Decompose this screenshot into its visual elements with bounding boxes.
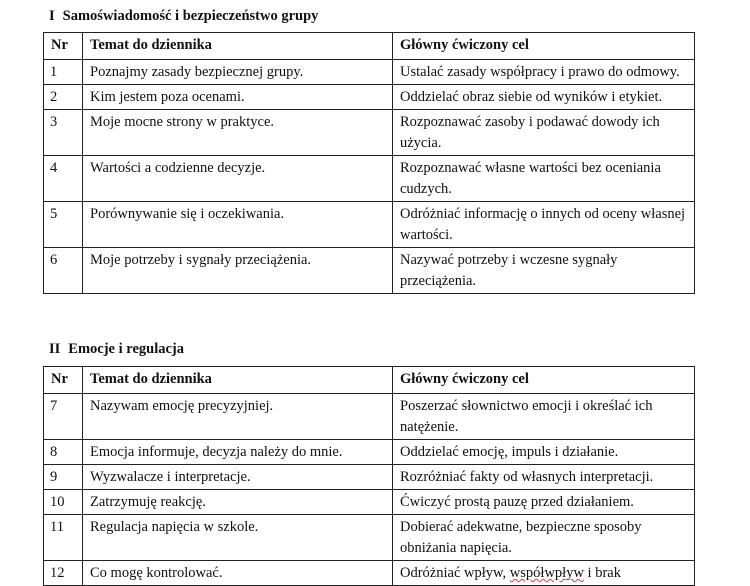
cell-topic: Co mogę kontrolować. [83, 561, 393, 586]
cell-nr: 11 [44, 515, 83, 561]
section-number: I [49, 8, 55, 24]
header-goal: Główny ćwiczony cel [393, 33, 695, 60]
section-title-text: Samoświadomość i bezpieczeństwo grupy [62, 8, 319, 24]
cell-goal: Ćwiczyć prostą pauzę przed działaniem. [393, 490, 695, 515]
cell-nr: 3 [44, 110, 83, 156]
header-topic: Temat do dziennika [83, 33, 393, 60]
cell-goal: Rozpoznawać własne wartości bez oceniania cudzych. [393, 156, 695, 202]
header-topic: Temat do dziennika [83, 367, 393, 394]
cell-goal: Rozróżniać fakty od własnych interpretacji. [393, 465, 695, 490]
cell-topic: Moje potrzeby i sygnały przeciążenia. [83, 248, 393, 294]
cell-goal: Poszerzać słownictwo emocji i określać ich natężenie. [393, 394, 695, 440]
table-row [44, 440, 695, 465]
cell-nr: 7 [44, 394, 83, 440]
cell-topic: Regulacja napięcia w szkole. [83, 515, 393, 561]
cell-goal [393, 561, 695, 586]
cell-nr: 2 [44, 85, 83, 110]
cell-topic: Emocja informuje, decyzja należy do mnie. [83, 440, 393, 465]
cell-nr: 4 [44, 156, 83, 202]
table-row [44, 60, 695, 85]
cell-topic: Nazywam emocję precyzyjniej. [83, 394, 393, 440]
cell-nr: 5 [44, 202, 83, 248]
cell-topic: Wyzwalacze i interpretacje. [83, 465, 393, 490]
cell-nr: 1 [44, 60, 83, 85]
cell-topic: Poznajmy zasady bezpiecznej grupy. [83, 60, 393, 85]
journal-table-section-2 [43, 366, 695, 586]
cell-nr: 10 [44, 490, 83, 515]
cell-goal: Nazywać potrzeby i wczesne sygnały przeciążenia. [393, 248, 695, 294]
cell-goal: Oddzielać emocję, impuls i działanie. [393, 440, 695, 465]
header-nr: Nr [44, 33, 83, 60]
table-row [44, 465, 695, 490]
cell-goal: Ustalać zasady współpracy i prawo do odmowy. [393, 60, 695, 85]
section-title [49, 340, 184, 358]
table-row [44, 394, 695, 440]
header-nr: Nr [44, 367, 83, 394]
cell-goal: Rozpoznawać zasoby i podawać dowody ich użycia. [393, 110, 695, 156]
table-row [44, 561, 695, 586]
cell-nr: 8 [44, 440, 83, 465]
cell-topic: Porównywanie się i oczekiwania. [83, 202, 393, 248]
cell-topic: Moje mocne strony w praktyce. [83, 110, 393, 156]
cell-goal-text-end: i brak [583, 565, 621, 581]
cell-nr: 6 [44, 248, 83, 294]
cell-goal: Dobierać adekwatne, bezpieczne sposoby obniżania napięcia. [393, 515, 695, 561]
table-row [44, 490, 695, 515]
section-title [49, 7, 318, 25]
cell-nr: 9 [44, 465, 83, 490]
cell-goal-text: Odróżniać wpływ, [400, 565, 510, 581]
journal-table-section-1 [43, 32, 695, 294]
cell-topic: Zatrzymuję reakcję. [83, 490, 393, 515]
table-header-row [44, 33, 695, 60]
spellcheck-marked-word: współwpływ [509, 565, 584, 581]
cell-goal: Odróżniać informację o innych od oceny własnej wartości. [393, 202, 695, 248]
cell-nr: 12 [44, 561, 83, 586]
table-row [44, 515, 695, 561]
section-title-text: Emocje i regulacja [68, 341, 184, 357]
cell-topic: Kim jestem poza ocenami. [83, 85, 393, 110]
table-row [44, 110, 695, 156]
table-row [44, 85, 695, 110]
table-header-row [44, 367, 695, 394]
table-row [44, 248, 695, 294]
cell-topic: Wartości a codzienne decyzje. [83, 156, 393, 202]
table-row [44, 156, 695, 202]
header-goal: Główny ćwiczony cel [393, 367, 695, 394]
table-row [44, 202, 695, 248]
cell-goal: Oddzielać obraz siebie od wyników i etykiet. [393, 85, 695, 110]
section-number: II [49, 341, 61, 357]
